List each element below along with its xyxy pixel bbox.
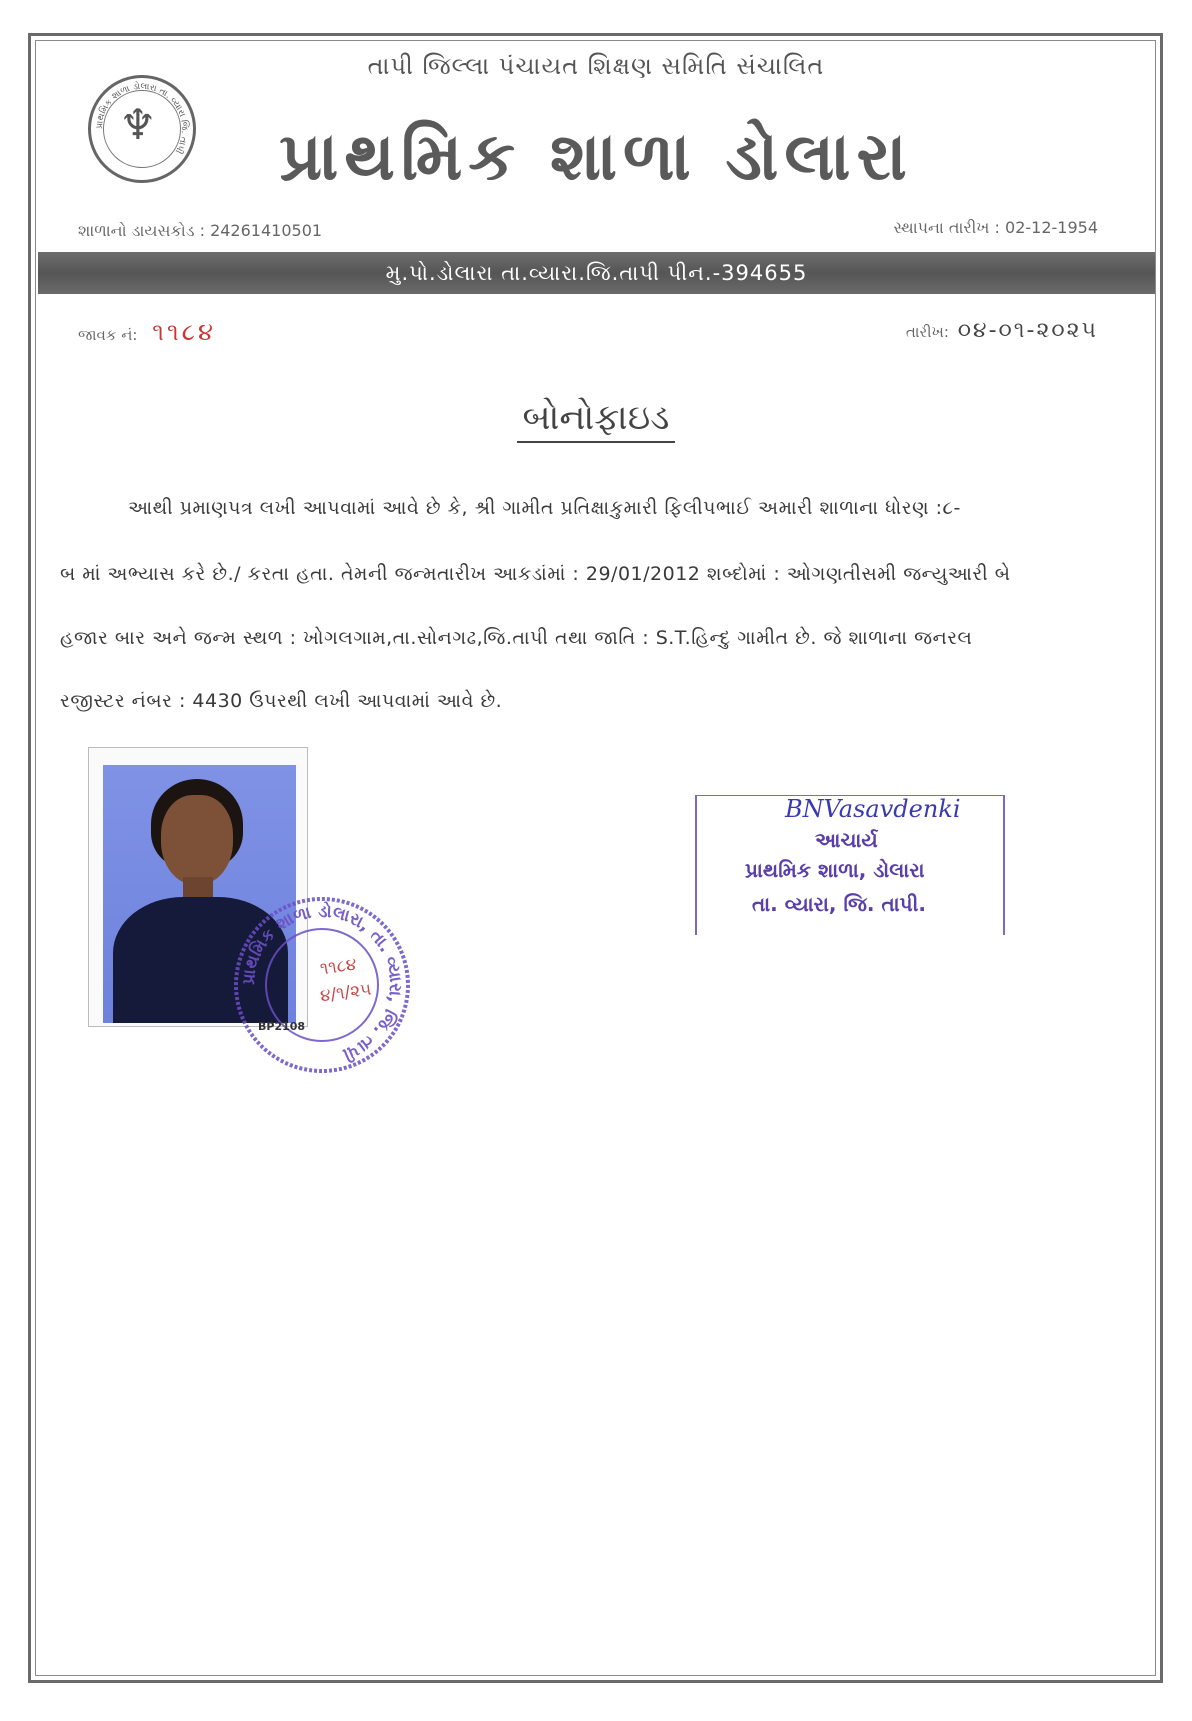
saraswati-emblem-icon: ♆ [119, 100, 157, 149]
certificate-line-4: રજીસ્ટર નંબર : 4430 ઉપરથી લખી આપવામાં આવે છે. [60, 690, 503, 712]
date-value: ૦૪-૦૧-૨૦૨૫ [957, 318, 1098, 343]
address-band [38, 252, 1155, 294]
school-name: પ્રાથમિક શાળા ડોલારા [279, 118, 913, 195]
school-address: મુ.પો.ડોલારા તા.વ્યારા.જિ.તાપી પીન.-394655 [385, 260, 808, 285]
outward-number: ૧૧૮૪ [152, 318, 216, 346]
certificate-line-3: હજાર બાર અને જન્મ સ્થળ : ખોગલગામ,તા.સોનગઢ,જિ.તાપી તથા જાતિ : S.T.હિન્દુ ગામીત છે. જે શાળાના જનરલ [60, 627, 973, 649]
principal-title: આચાર્ય [815, 828, 878, 852]
principal-location: તા. વ્યારા, જિ. તાપી. [752, 892, 926, 916]
certificate-title [0, 398, 1192, 438]
dise-code: શાળાનો ડાયસકોડ : 24261410501 [78, 221, 323, 240]
outward-label: જાવક નં: [78, 326, 138, 344]
photo-face [161, 795, 233, 885]
principal-school: પ્રાથમિક શાળા, ડોલારા [745, 858, 925, 882]
principal-signature: BNVasavdenki [785, 795, 961, 823]
school-seal-stamp [232, 895, 412, 1075]
logo-ring-text: પ્રાથમિક શાળા ડોલારા તા. વ્યારા જિ. તાપી [94, 81, 190, 155]
seal-number-2: ૪/૧/૨૫ [318, 979, 373, 1007]
date-row [906, 318, 1098, 343]
certificate-line-1: આથી પ્રમાણપત્ર લખી આપવામાં આવે છે કે, શ્રી ગામીત પ્રતિક્ષાકુમારી ફિલીપભાઈ અમારી શાળાના ધોરણ :૮- [128, 497, 961, 519]
seal-number-1: ૧૧૮૪ [318, 954, 358, 980]
outward-number-row [78, 318, 216, 346]
seal-ring-text: પ્રાથમિક શાળા ડોલારા, તા. વ્યારા, જિ. તાપી [238, 901, 406, 1065]
seal-code: BP2108 [258, 1020, 306, 1033]
established-date: સ્થાપના તારીખ : 02-12-1954 [893, 218, 1098, 237]
certificate-title-text: બોનોફાઇડ [517, 398, 676, 443]
date-label: તારીખ: [905, 323, 949, 341]
certificate-line-2: બ માં અભ્યાસ કરે છે./ કરતા હતા. તેમની જન્મતારીખ આકડાંમાં : 29/01/2012 શબ્દોમાં : ઓગણતીસમી જન્યુઆરી બે [60, 563, 1011, 585]
supervising-body: તાપી જિલ્લા પંચાયત શિક્ષણ સમિતિ સંચાલિત [367, 52, 825, 80]
